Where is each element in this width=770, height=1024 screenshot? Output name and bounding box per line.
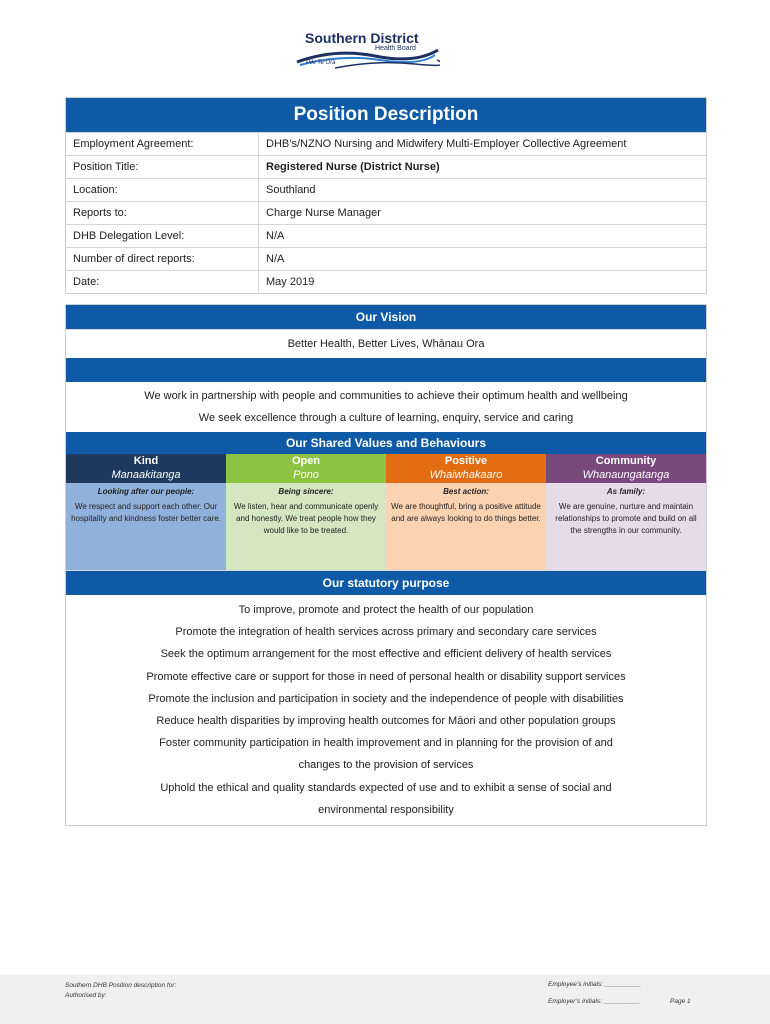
value-behaviour-text: We are thoughtful, bring a positive attitude and are always looking to do things better. <box>391 502 541 523</box>
pd-row <box>66 270 706 293</box>
purpose-line: Foster community participation in health improvement and in planning for the provision of and <box>159 737 613 750</box>
pd-label: DHB Delegation Level: <box>66 225 259 247</box>
footer-authorised-by: Authorised by: <box>65 992 107 999</box>
purpose-line: Promote the inclusion and participation in society and the independence of people with disabilities <box>148 692 624 705</box>
pd-label: Employment Agreement: <box>66 133 259 155</box>
sdhb-logo <box>295 30 440 72</box>
value-maori: Whanaungatanga <box>582 469 670 481</box>
pd-value: Registered Nurse (District Nurse) <box>266 161 440 173</box>
pd-row <box>66 247 706 270</box>
vision-values-purpose <box>65 304 707 826</box>
mission-bar <box>66 358 706 382</box>
employee-initials: Employee’s initials: __________ <box>548 981 642 988</box>
page-number: Page 1 <box>670 998 691 1005</box>
value-body <box>226 483 386 570</box>
statutory-purpose <box>66 570 706 825</box>
value-body <box>546 483 706 570</box>
mission-line: We seek excellence through a culture of learning, enquiry, service and caring <box>198 412 574 424</box>
purpose-heading: Our statutory purpose <box>66 571 706 595</box>
footer-position-for: Southern DHB Position description for: <box>65 982 177 989</box>
employer-initials: Employer’s initials: __________ <box>548 998 640 1005</box>
purpose-line: Promote the integration of health services across primary and secondary care services <box>175 626 597 639</box>
pd-row <box>66 155 706 178</box>
value-open <box>226 454 386 570</box>
pd-value: N/A <box>266 230 285 242</box>
value-behaviour-text: We respect and support each other. Our hospitality and kindness foster better care. <box>71 502 221 523</box>
pd-label: Number of direct reports: <box>66 248 259 270</box>
value-behaviour-heading: Being sincere: <box>278 487 334 496</box>
purpose-line: Promote effective care or support for those in need of personal health or disability support services <box>146 670 626 683</box>
value-name: Community <box>595 455 657 467</box>
pd-value: Charge Nurse Manager <box>266 207 381 219</box>
pd-value: DHB’s/NZNO Nursing and Midwifery Multi-Employer Collective Agreement <box>266 138 627 150</box>
vision-statement: Better Health, Better Lives, Whānau Ora <box>66 329 706 358</box>
purpose-line: Reduce health disparities by improving health outcomes for Māori and other population groups <box>156 714 616 727</box>
value-behaviour-heading: As family: <box>606 487 646 496</box>
logo-title: Southern District <box>305 30 419 46</box>
purpose-line: Uphold the ethical and quality standards expected of use and to exhibit a sense of social and <box>160 781 612 794</box>
value-body <box>66 483 226 570</box>
value-behaviour-text: We are genuine, nurture and maintain relationships to promote and build on all the strengths in our community. <box>555 502 697 535</box>
value-behaviour-heading: Looking after our people: <box>97 487 195 496</box>
value-kind <box>66 454 226 570</box>
pd-row <box>66 178 706 201</box>
value-positive <box>386 454 546 570</box>
value-maori: Manaakitanga <box>111 469 181 481</box>
pd-value: Southland <box>266 184 316 196</box>
value-maori: Pono <box>293 469 319 481</box>
footer-left <box>65 981 176 1001</box>
logo-subtitle: Health Board <box>375 45 416 52</box>
value-maori: Whaiwhakaaro <box>429 469 503 481</box>
position-description-table <box>65 97 707 294</box>
values-columns <box>66 454 706 570</box>
pd-row <box>66 132 706 155</box>
pd-value: N/A <box>266 253 285 265</box>
value-behaviour-heading: Best action: <box>443 487 489 496</box>
value-name: Open <box>291 455 321 467</box>
logo-wave-icon <box>295 46 440 70</box>
purpose-line: Seek the optimum arrangement for the most effective and efficient delivery of health services <box>160 648 612 661</box>
vision-heading: Our Vision <box>66 305 706 329</box>
page-footer <box>0 975 770 1024</box>
value-name: Kind <box>133 455 159 467</box>
pd-label: Location: <box>66 179 259 201</box>
value-name: Positive <box>444 455 488 467</box>
pd-value: May 2019 <box>266 276 315 288</box>
logo-tagline: Piki Te Ora <box>306 60 336 66</box>
purpose-line: To improve, promote and protect the health of our population <box>238 604 534 616</box>
purpose-line: environmental responsibility <box>318 803 454 816</box>
pd-label: Date: <box>66 271 259 293</box>
purpose-line: changes to the provision of services <box>298 759 474 772</box>
pd-label: Reports to: <box>66 202 259 224</box>
mission-line: We work in partnership with people and communities to achieve their optimum health and wellbeing <box>144 390 628 402</box>
position-description-title: Position Description <box>66 98 706 132</box>
value-community <box>546 454 706 570</box>
value-behaviour-text: We listen, hear and communicate openly and honestly. We treat people how they would like to be treated. <box>233 502 379 535</box>
value-body <box>386 483 546 570</box>
values-heading: Our Shared Values and Behaviours <box>66 432 706 454</box>
pd-label: Position Title: <box>66 156 259 178</box>
pd-row <box>66 224 706 247</box>
purpose-list <box>66 595 706 825</box>
pd-row <box>66 201 706 224</box>
